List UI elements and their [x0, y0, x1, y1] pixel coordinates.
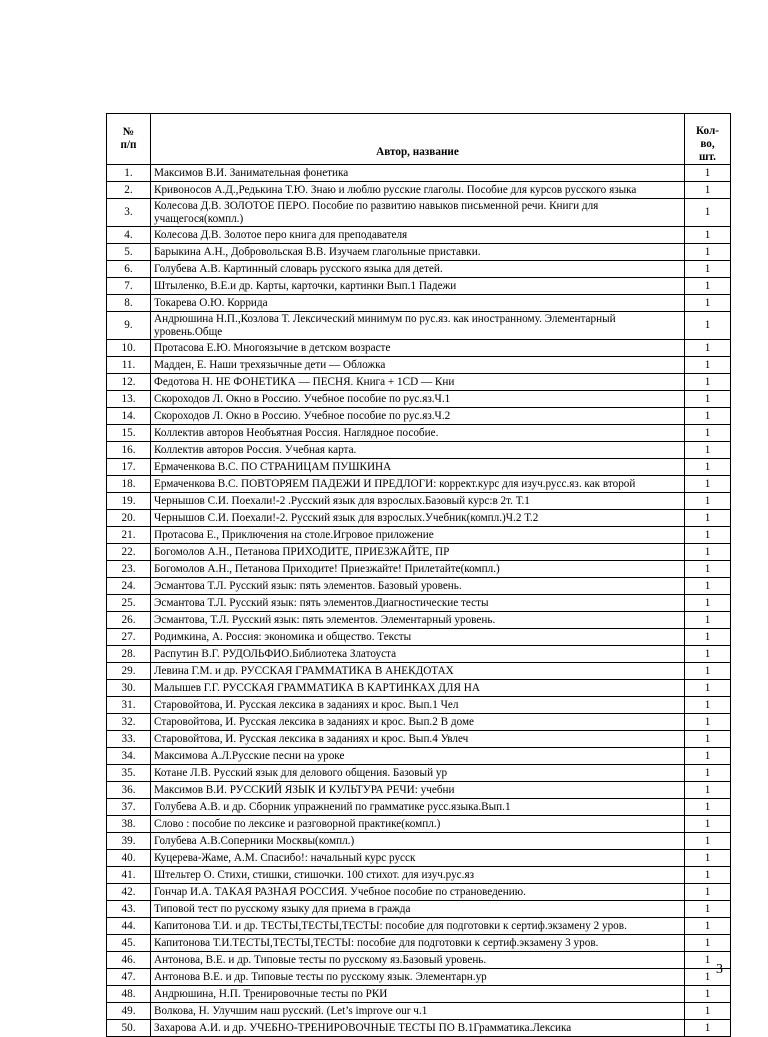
row-quantity: 1: [685, 1003, 731, 1020]
row-quantity: 1: [685, 969, 731, 986]
row-quantity: 1: [685, 199, 731, 227]
row-quantity: 1: [685, 476, 731, 493]
row-quantity: 1: [685, 278, 731, 295]
row-number: 18.: [107, 476, 151, 493]
row-quantity: 1: [685, 952, 731, 969]
row-number: 7.: [107, 278, 151, 295]
table-row: [107, 748, 731, 765]
table-row: [107, 816, 731, 833]
row-author-title: Голубева А.В. Картинный словарь русского языка для детей.: [151, 261, 685, 278]
row-author-title: Волкова, Н. Улучшим наш русский. (Let’s improve our ч.1: [151, 1003, 685, 1020]
table-row: [107, 884, 731, 901]
row-author-title: Типовой тест по русскому языку для приема в гражда: [151, 901, 685, 918]
table-row: [107, 391, 731, 408]
table-row: [107, 165, 731, 182]
row-quantity: 1: [685, 244, 731, 261]
row-number: 30.: [107, 680, 151, 697]
table-row: [107, 357, 731, 374]
row-quantity: 1: [685, 527, 731, 544]
row-author-title: Капитонова Т.И.ТЕСТЫ,ТЕСТЫ,ТЕСТЫ: пособие для подготовки к сертиф.экзамену 3 уров.: [151, 935, 685, 952]
row-quantity: 1: [685, 850, 731, 867]
row-number: 14.: [107, 408, 151, 425]
row-number: 29.: [107, 663, 151, 680]
row-author-title: Коллектив авторов Россия. Учебная карта.: [151, 442, 685, 459]
table-row: [107, 901, 731, 918]
row-author-title: Штыленко, В.Е.и др. Карты, карточки, картинки Вып.1 Падежи: [151, 278, 685, 295]
row-quantity: 1: [685, 782, 731, 799]
row-author-title: Чернышов С.И. Поехали!-2 .Русский язык для взрослых.Базовый курс:в 2т. Т.1: [151, 493, 685, 510]
row-number: 36.: [107, 782, 151, 799]
row-number: 32.: [107, 714, 151, 731]
table-row: [107, 442, 731, 459]
table-row: [107, 731, 731, 748]
row-number: 10.: [107, 340, 151, 357]
row-number: 41.: [107, 867, 151, 884]
row-number: 11.: [107, 357, 151, 374]
row-number: 50.: [107, 1020, 151, 1037]
table-row: [107, 227, 731, 244]
row-number: 38.: [107, 816, 151, 833]
table-header-row: [107, 114, 731, 165]
table-row: [107, 663, 731, 680]
row-author-title: Токарева О.Ю. Коррида: [151, 295, 685, 312]
row-number: 17.: [107, 459, 151, 476]
page-number: 3: [716, 962, 723, 977]
row-quantity: 1: [685, 261, 731, 278]
row-quantity: 1: [685, 578, 731, 595]
table-row: [107, 340, 731, 357]
row-quantity: 1: [685, 714, 731, 731]
row-number: 21.: [107, 527, 151, 544]
table-row: [107, 312, 731, 340]
row-quantity: 1: [685, 663, 731, 680]
row-author-title: Кривоносов А.Д.,Редькина Т.Ю. Знаю и люблю русские глаголы. Пособие для курсов русского языка: [151, 182, 685, 199]
row-quantity: 1: [685, 935, 731, 952]
table-row: [107, 544, 731, 561]
row-quantity: 1: [685, 867, 731, 884]
row-author-title: Барыкина А.Н., Добровольская В.В. Изучаем глагольные приставки.: [151, 244, 685, 261]
row-quantity: 1: [685, 459, 731, 476]
table-row: [107, 782, 731, 799]
table-row: [107, 278, 731, 295]
row-quantity: 1: [685, 357, 731, 374]
row-number: 28.: [107, 646, 151, 663]
row-author-title: Куцерева-Жаме, А.М. Спасибо!: начальный курс русск: [151, 850, 685, 867]
row-quantity: 1: [685, 799, 731, 816]
table-row: [107, 527, 731, 544]
row-author-title: Чернышов С.И. Поехали!-2. Русский язык для взрослых.Учебник(компл.)Ч.2 Т.2: [151, 510, 685, 527]
row-number: 19.: [107, 493, 151, 510]
row-quantity: 1: [685, 374, 731, 391]
row-quantity: 1: [685, 425, 731, 442]
row-number: 9.: [107, 312, 151, 340]
row-quantity: 1: [685, 986, 731, 1003]
row-author-title: Богомолов А.Н., Петанова ПРИХОДИТЕ, ПРИЕЗЖАЙТЕ, ПР: [151, 544, 685, 561]
table-row: [107, 765, 731, 782]
table-row: [107, 561, 731, 578]
row-quantity: 1: [685, 340, 731, 357]
row-author-title: Максимова А.Л.Русские песни на уроке: [151, 748, 685, 765]
row-number: 3.: [107, 199, 151, 227]
row-author-title: Ермаченкова В.С. ПО СТРАНИЦАМ ПУШКИНА: [151, 459, 685, 476]
header-quantity: Кол- во, шт.: [685, 114, 731, 165]
row-quantity: 1: [685, 493, 731, 510]
table-row: [107, 459, 731, 476]
row-author-title: Максимов В.И. РУССКИЙ ЯЗЫК И КУЛЬТУРА РЕЧИ: учебни: [151, 782, 685, 799]
row-number: 8.: [107, 295, 151, 312]
row-number: 5.: [107, 244, 151, 261]
row-number: 44.: [107, 918, 151, 935]
table-row: [107, 969, 731, 986]
row-number: 2.: [107, 182, 151, 199]
row-author-title: Мадден, Е. Наши трехязычные дети — Обложка: [151, 357, 685, 374]
row-number: 39.: [107, 833, 151, 850]
table-row: [107, 510, 731, 527]
row-author-title: Богомолов А.Н., Петанова Приходите! Приезжайте! Прилетайте(компл.): [151, 561, 685, 578]
header-number: № п/п: [107, 114, 151, 165]
table-row: [107, 1003, 731, 1020]
table-row: [107, 578, 731, 595]
row-number: 1.: [107, 165, 151, 182]
row-author-title: Скороходов Л. Окно в Россию. Учебное пособие по рус.яз.Ч.1: [151, 391, 685, 408]
row-number: 40.: [107, 850, 151, 867]
table-row: [107, 986, 731, 1003]
row-number: 31.: [107, 697, 151, 714]
row-quantity: 1: [685, 833, 731, 850]
table-row: [107, 680, 731, 697]
row-author-title: Андрюшина, Н.П. Тренировочные тесты по РКИ: [151, 986, 685, 1003]
row-number: 43.: [107, 901, 151, 918]
row-quantity: 1: [685, 697, 731, 714]
table-row: [107, 199, 731, 227]
row-author-title: Слово : пособие по лексике и разговорной практике(компл.): [151, 816, 685, 833]
table-row: [107, 629, 731, 646]
table-row: [107, 295, 731, 312]
header-author-title: Автор, название: [151, 114, 685, 165]
row-number: 35.: [107, 765, 151, 782]
row-author-title: Эсмантова Т.Л. Русский язык: пять элементов.Диагностические тесты: [151, 595, 685, 612]
row-number: 16.: [107, 442, 151, 459]
row-author-title: Штельтер О. Стихи, стишки, стишочки. 100 стихот. для изуч.рус.яз: [151, 867, 685, 884]
row-quantity: 1: [685, 595, 731, 612]
row-author-title: Максимов В.И. Занимательная фонетика: [151, 165, 685, 182]
row-author-title: Протасова Е.Ю. Многоязычие в детском возрасте: [151, 340, 685, 357]
row-number: 4.: [107, 227, 151, 244]
table-row: [107, 850, 731, 867]
table-row: [107, 374, 731, 391]
row-number: 33.: [107, 731, 151, 748]
row-quantity: 1: [685, 391, 731, 408]
row-quantity: 1: [685, 312, 731, 340]
row-number: 24.: [107, 578, 151, 595]
table-row: [107, 918, 731, 935]
table-row: [107, 493, 731, 510]
row-number: 23.: [107, 561, 151, 578]
table-row: [107, 697, 731, 714]
row-number: 46.: [107, 952, 151, 969]
row-quantity: 1: [685, 408, 731, 425]
row-author-title: Гончар И.А. ТАКАЯ РАЗНАЯ РОССИЯ. Учебное пособие по страноведению.: [151, 884, 685, 901]
row-quantity: 1: [685, 561, 731, 578]
row-number: 15.: [107, 425, 151, 442]
row-quantity: 1: [685, 442, 731, 459]
table-row: [107, 833, 731, 850]
row-quantity: 1: [685, 680, 731, 697]
row-author-title: Антонова, В.Е. и др. Типовые тесты по русскому яз.Базовый уровень.: [151, 952, 685, 969]
table-row: [107, 595, 731, 612]
row-author-title: Распутин В.Г. РУДОЛЬФИО.Библиотека Златоуста: [151, 646, 685, 663]
row-number: 6.: [107, 261, 151, 278]
row-quantity: 1: [685, 227, 731, 244]
row-quantity: 1: [685, 1020, 731, 1037]
row-number: 49.: [107, 1003, 151, 1020]
table-row: [107, 408, 731, 425]
row-number: 22.: [107, 544, 151, 561]
row-quantity: 1: [685, 510, 731, 527]
row-author-title: Коллектив авторов Необъятная Россия. Наглядное пособие.: [151, 425, 685, 442]
row-quantity: 1: [685, 544, 731, 561]
table-row: [107, 799, 731, 816]
row-author-title: Старовойтова, И. Русская лексика в заданиях и крос. Вып.2 В доме: [151, 714, 685, 731]
row-quantity: 1: [685, 884, 731, 901]
row-author-title: Голубева А.В. и др. Сборник упражнений по грамматике русс.языка.Вып.1: [151, 799, 685, 816]
row-number: 13.: [107, 391, 151, 408]
row-number: 48.: [107, 986, 151, 1003]
row-quantity: 1: [685, 629, 731, 646]
row-author-title: Малышев Г.Г. РУССКАЯ ГРАММАТИКА В КАРТИНКАХ ДЛЯ НА: [151, 680, 685, 697]
table-row: [107, 646, 731, 663]
row-number: 25.: [107, 595, 151, 612]
row-author-title: Голубева А.В.Соперники Москвы(компл.): [151, 833, 685, 850]
row-quantity: 1: [685, 165, 731, 182]
table-row: [107, 867, 731, 884]
row-quantity: 1: [685, 646, 731, 663]
row-number: 37.: [107, 799, 151, 816]
table-row: [107, 261, 731, 278]
table-row: [107, 1020, 731, 1037]
row-author-title: Старовойтова, И. Русская лексика в заданиях и крос. Вып.4 Увлеч: [151, 731, 685, 748]
row-number: 42.: [107, 884, 151, 901]
row-author-title: Левина Г.М. и др. РУССКАЯ ГРАММАТИКА В АНЕКДОТАХ: [151, 663, 685, 680]
row-author-title: Антонова В.Е. и др. Типовые тесты по русскому язык. Элементарн.ур: [151, 969, 685, 986]
row-author-title: Эсмантова, Т.Л. Русский язык: пять элементов. Элементарный уровень.: [151, 612, 685, 629]
table-row: [107, 476, 731, 493]
row-quantity: 1: [685, 765, 731, 782]
row-author-title: Капитонова Т.И. и др. ТЕСТЫ,ТЕСТЫ,ТЕСТЫ: пособие для подготовки к сертиф.экзамену 2 уров.: [151, 918, 685, 935]
row-quantity: 1: [685, 748, 731, 765]
row-author-title: Скороходов Л. Окно в Россию. Учебное пособие по рус.яз.Ч.2: [151, 408, 685, 425]
row-author-title: Колесова Д.В. Золотое перо книга для преподавателя: [151, 227, 685, 244]
row-author-title: Федотова Н. НЕ ФОНЕТИКА — ПЕСНЯ. Книга + 1CD — Кни: [151, 374, 685, 391]
table-row: [107, 935, 731, 952]
row-quantity: 1: [685, 901, 731, 918]
row-author-title: Родимкина, А. Россия: экономика и общество. Тексты: [151, 629, 685, 646]
row-quantity: 1: [685, 612, 731, 629]
row-author-title: Старовойтова, И. Русская лексика в заданиях и крос. Вып.1 Чел: [151, 697, 685, 714]
table-row: [107, 425, 731, 442]
row-author-title: Андрюшина Н.П.,Козлова Т. Лексический минимум по рус.яз. как иностранному. Элементарный уровень.Обще: [151, 312, 685, 340]
row-number: 26.: [107, 612, 151, 629]
row-author-title: Эсмантова Т.Л. Русский язык: пять элементов. Базовый уровень.: [151, 578, 685, 595]
table-row: [107, 244, 731, 261]
row-quantity: 1: [685, 918, 731, 935]
row-quantity: 1: [685, 816, 731, 833]
table-row: [107, 714, 731, 731]
row-author-title: Ермаченкова В.С. ПОВТОРЯЕМ ПАДЕЖИ И ПРЕДЛОГИ: коррект.курс для изуч.русс.яз. как второй: [151, 476, 685, 493]
row-number: 47.: [107, 969, 151, 986]
row-quantity: 1: [685, 182, 731, 199]
row-quantity: 1: [685, 295, 731, 312]
row-number: 45.: [107, 935, 151, 952]
book-list-table: [106, 113, 731, 1037]
row-author-title: Захарова А.И. и др. УЧЕБНО-ТРЕНИРОВОЧНЫЕ ТЕСТЫ ПО В.1Грамматика.Лексика: [151, 1020, 685, 1037]
row-quantity: 1: [685, 731, 731, 748]
table-row: [107, 612, 731, 629]
row-author-title: Протасова Е., Приключения на столе.Игровое приложение: [151, 527, 685, 544]
row-number: 20.: [107, 510, 151, 527]
row-number: 12.: [107, 374, 151, 391]
row-number: 27.: [107, 629, 151, 646]
table-row: [107, 952, 731, 969]
row-author-title: Котане Л.В. Русский язык для делового общения. Базовый ур: [151, 765, 685, 782]
row-number: 34.: [107, 748, 151, 765]
table-row: [107, 182, 731, 199]
row-author-title: Колесова Д.В. ЗОЛОТОЕ ПЕРО. Пособие по развитию навыков письменной речи. Книги для учащегося(компл.): [151, 199, 685, 227]
